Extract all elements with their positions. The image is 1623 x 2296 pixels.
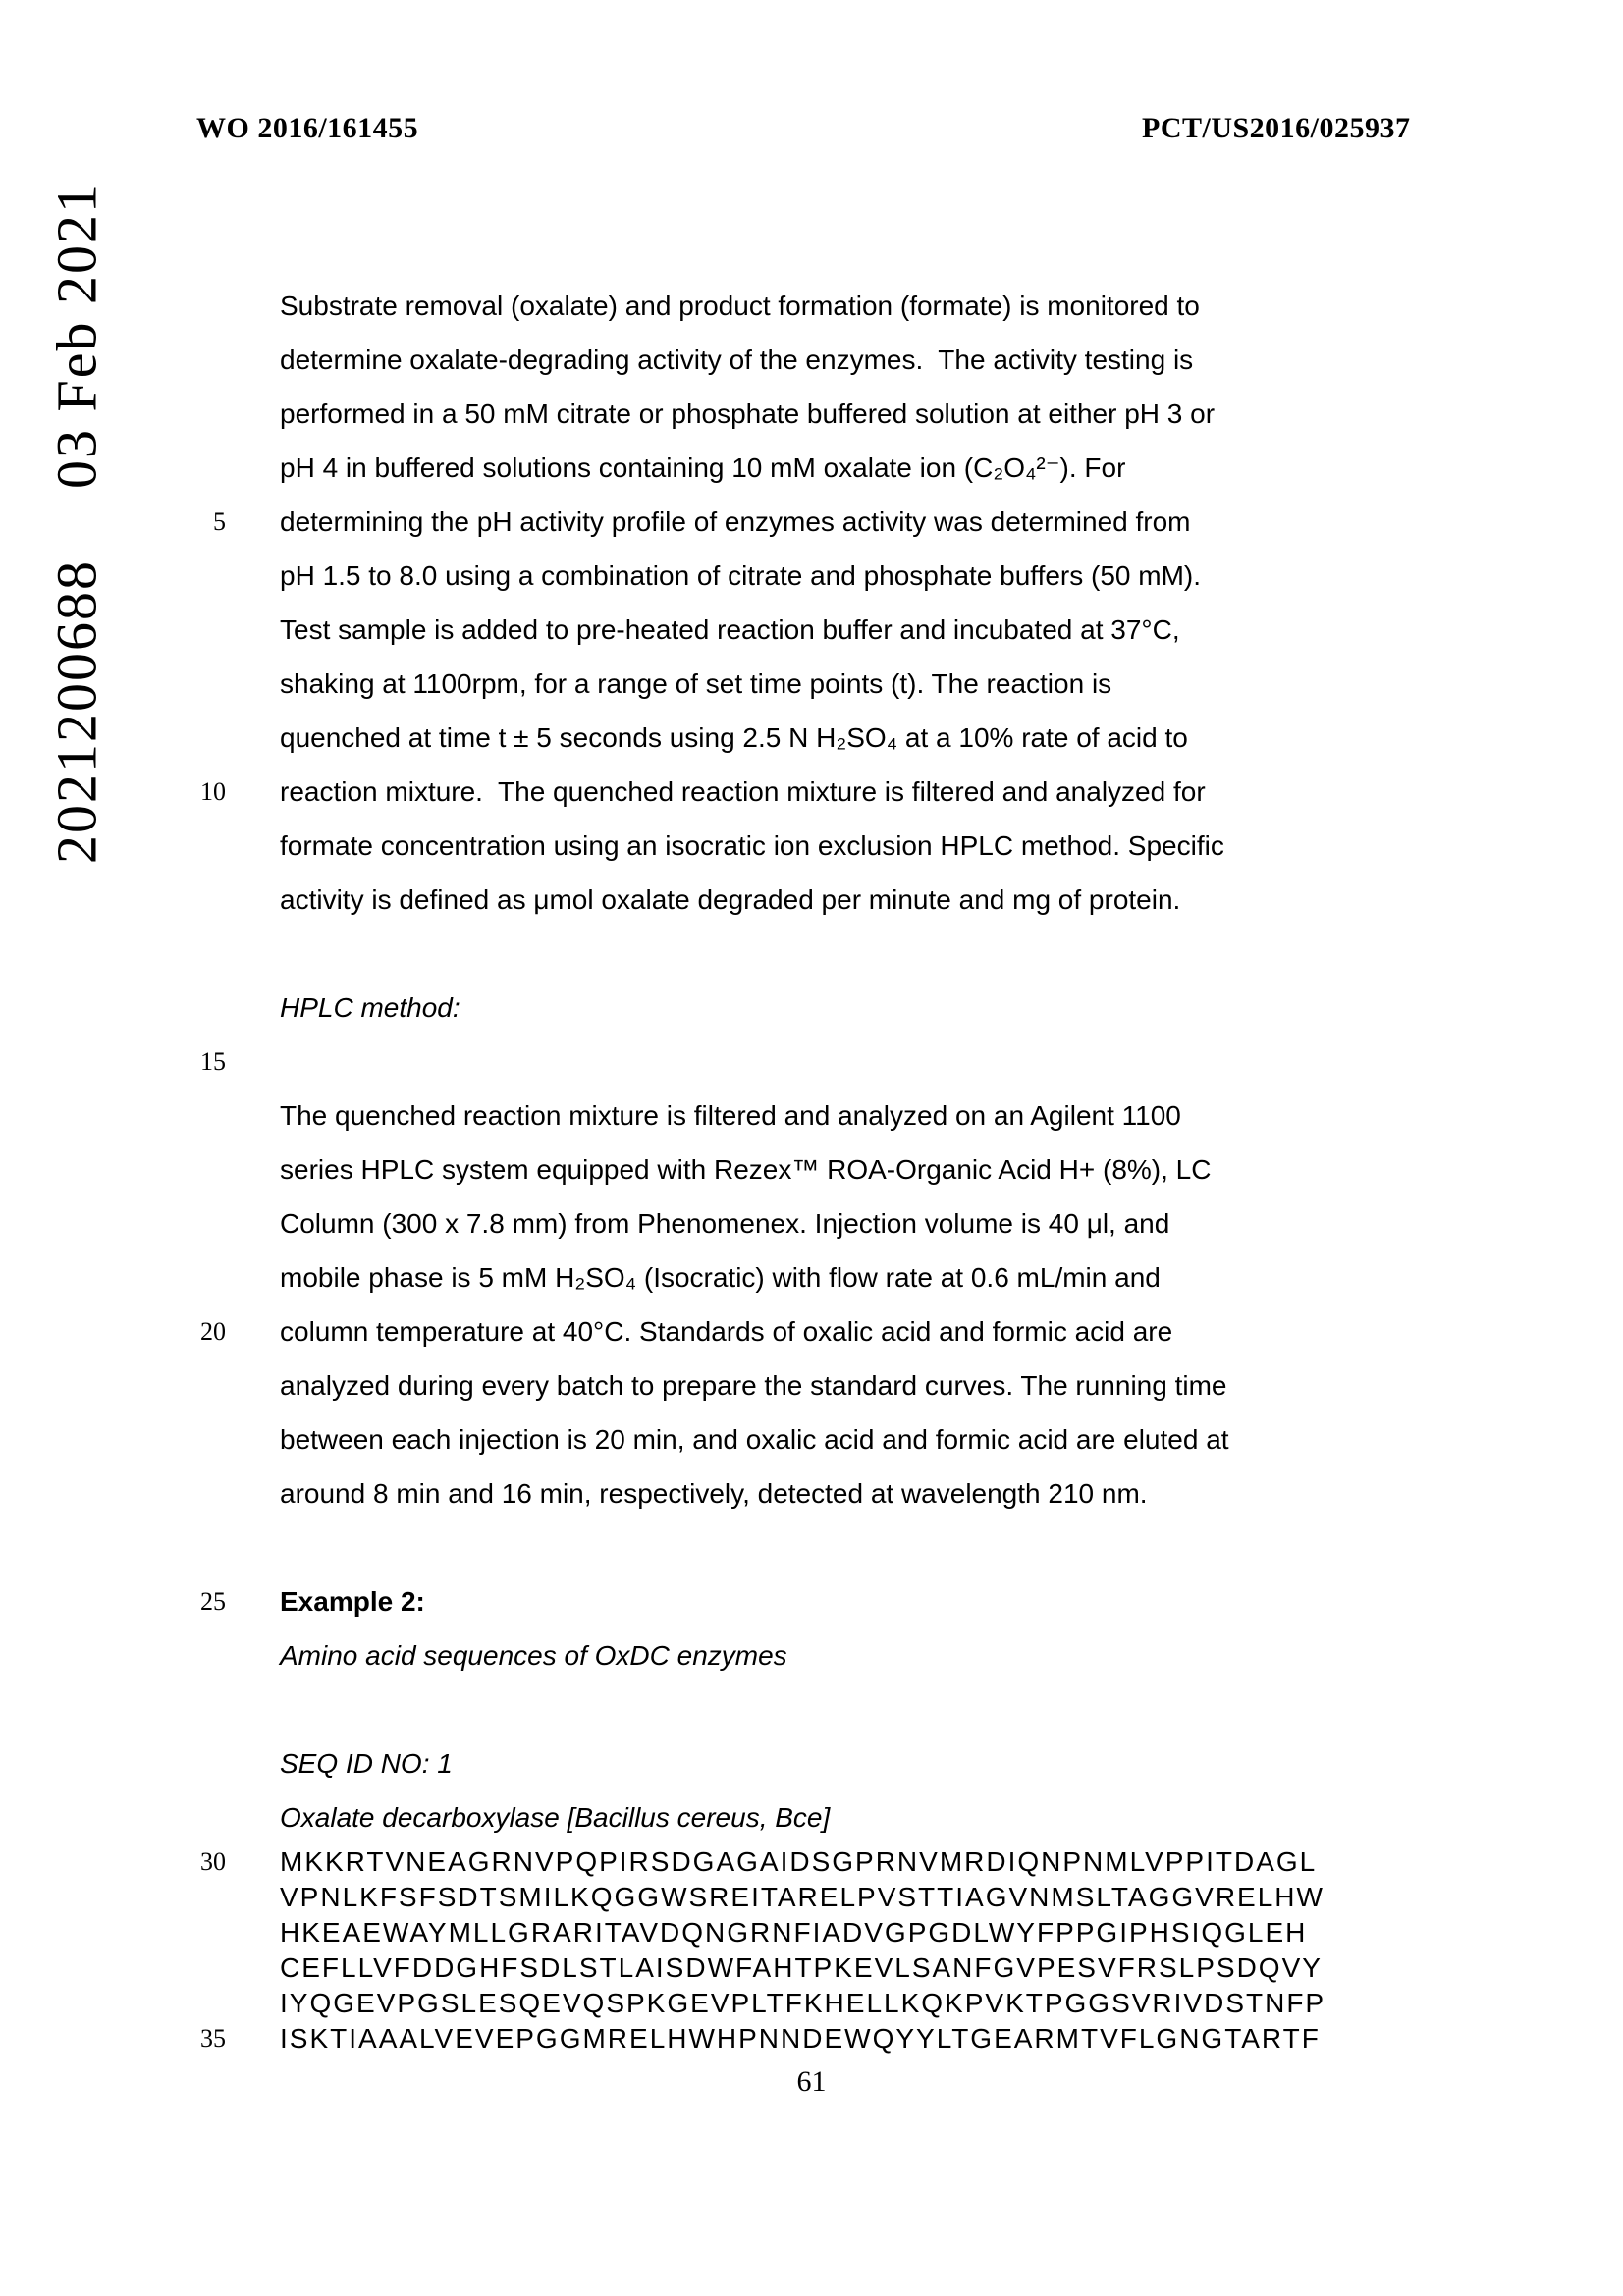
line-text: analyzed during every batch to prepare the standard curves. The running time <box>280 1369 1227 1401</box>
line-text: activity is defined as μmol oxalate degraded per minute and mg of protein. <box>280 883 1181 915</box>
text-line-row <box>142 711 1325 765</box>
text-line-row <box>142 495 1325 549</box>
text-line-row <box>142 1251 1325 1305</box>
text-line-row <box>142 333 1325 387</box>
text-line-row <box>142 1521 1325 1575</box>
line-text: HPLC method: <box>280 991 460 1023</box>
text-line-row <box>142 1467 1325 1521</box>
line-number: 10 <box>200 776 226 806</box>
line-text: reaction mixture. The quenched reaction mixture is filtered and analyzed for <box>280 775 1206 807</box>
line-number: 5 <box>213 507 226 536</box>
text-line-row <box>142 1682 1325 1736</box>
publication-number: WO 2016/161455 <box>196 112 419 144</box>
text-line-row <box>142 1915 1325 1950</box>
text-line-row <box>142 441 1325 495</box>
text-line-row <box>142 873 1325 927</box>
line-number: 30 <box>200 1847 226 1876</box>
application-number: PCT/US2016/025937 <box>1142 112 1411 144</box>
filing-stamp-vertical <box>44 183 110 864</box>
line-text: Column (300 x 7.8 mm) from Phenomenex. Injection volume is 40 μl, and <box>280 1207 1170 1239</box>
text-line-row <box>142 1305 1325 1359</box>
text-line-row <box>142 657 1325 711</box>
document-body <box>142 279 1325 2056</box>
line-number: 20 <box>200 1316 226 1346</box>
line-text: mobile phase is 5 mM H₂SO₄ (Isocratic) with flow rate at 0.6 mL/min and <box>280 1261 1161 1293</box>
line-number: 35 <box>200 2024 226 2053</box>
text-line-row <box>142 279 1325 333</box>
text-line-row <box>142 549 1325 603</box>
line-text: pH 4 in buffered solutions containing 10 mM oxalate ion (C₂O₄²⁻). For <box>280 453 1126 483</box>
line-text: SEQ ID NO: 1 <box>280 1747 453 1779</box>
line-text: determining the pH activity profile of enzymes activity was determined from <box>280 506 1191 537</box>
page-number: 61 <box>796 2065 827 2098</box>
line-text: between each injection is 20 min, and oxalic acid and formic acid are eluted at <box>280 1423 1229 1455</box>
line-text: ISKTIAAALVEVEPGGMRELHWHPNNDEWQYYLTGEARMTVFLGNGTARTF <box>280 2023 1321 2054</box>
line-text: quenched at time t ± 5 seconds using 2.5 N H₂SO₄ at a 10% rate of acid to <box>280 721 1188 753</box>
line-text: around 8 min and 16 min, respectively, detected at wavelength 210 nm. <box>280 1477 1148 1509</box>
line-text: performed in a 50 mM citrate or phosphate buffered solution at either pH 3 or <box>280 398 1216 429</box>
line-text: series HPLC system equipped with Rezex™ ROA-Organic Acid H+ (8%), LC <box>280 1153 1212 1185</box>
text-line-row <box>142 603 1325 657</box>
text-line-row <box>142 2021 1325 2056</box>
line-text: CEFLLVFDDGHFSDLSTLAISDWFAHTPKEVLSANFGVPESVFRSLPSDQVY <box>280 1952 1323 1983</box>
text-line-row <box>142 1413 1325 1467</box>
line-number: 15 <box>200 1046 226 1076</box>
stamp-date: 03 Feb 2021 <box>44 183 109 489</box>
stamp-application-number: 2021200688 <box>44 560 109 864</box>
text-line-row <box>142 1844 1325 1880</box>
text-line-row <box>142 765 1325 819</box>
text-line-row <box>142 981 1325 1035</box>
line-text: VPNLKFSFSDTSMILKQGGWSREITARELPVSTTIAGVNMSLTAGGVRELHW <box>280 1882 1325 1912</box>
text-line-row <box>142 1089 1325 1143</box>
line-text: determine oxalate-degrading activity of the enzymes. The activity testing is <box>280 344 1194 375</box>
text-line-row <box>142 1790 1325 1844</box>
line-text: HKEAEWAYMLLGRARITAVDQNGRNFIADVGPGDLWYFPPGIPHSIQGLEH <box>280 1917 1308 1948</box>
text-line-row <box>142 1736 1325 1790</box>
line-text: formate concentration using an isocratic ion exclusion HPLC method. Specific <box>280 829 1224 861</box>
line-text: column temperature at 40°C. Standards of oxalic acid and formic acid are <box>280 1315 1173 1347</box>
text-line-row <box>142 387 1325 441</box>
text-line-row <box>142 1197 1325 1251</box>
text-line-row <box>142 1359 1325 1413</box>
line-text: The quenched reaction mixture is filtered and analyzed on an Agilent 1100 <box>280 1099 1181 1131</box>
text-line-row <box>142 1143 1325 1197</box>
line-text: Oxalate decarboxylase [Bacillus cereus, Bce] <box>280 1801 831 1833</box>
line-text: Test sample is added to pre-heated reaction buffer and incubated at 37°C, <box>280 614 1180 645</box>
text-line-row <box>142 1575 1325 1629</box>
text-line-row <box>142 1986 1325 2021</box>
line-text: MKKRTVNEAGRNVPQPIRSDGAGAIDSGPRNVMRDIQNPNMLVPPITDAGL <box>280 1846 1318 1877</box>
text-line-row <box>142 1629 1325 1682</box>
text-line-row <box>142 819 1325 873</box>
line-text: Amino acid sequences of OxDC enzymes <box>280 1639 787 1671</box>
text-line-row <box>142 1035 1325 1089</box>
text-line-row <box>142 1950 1325 1986</box>
line-text: Example 2: <box>280 1585 425 1617</box>
text-line-row <box>142 927 1325 981</box>
line-text: Substrate removal (oxalate) and product formation (formate) is monitored to <box>280 290 1200 321</box>
line-number: 25 <box>200 1586 226 1616</box>
line-text: shaking at 1100rpm, for a range of set time points (t). The reaction is <box>280 667 1112 699</box>
text-line-row <box>142 1880 1325 1915</box>
line-text: pH 1.5 to 8.0 using a combination of citrate and phosphate buffers (50 mM). <box>280 560 1202 591</box>
line-text: IYQGEVPGSLESQEVQSPKGEVPLTFKHELLKQKPVKTPGGSVRIVDSTNFP <box>280 1988 1326 2018</box>
